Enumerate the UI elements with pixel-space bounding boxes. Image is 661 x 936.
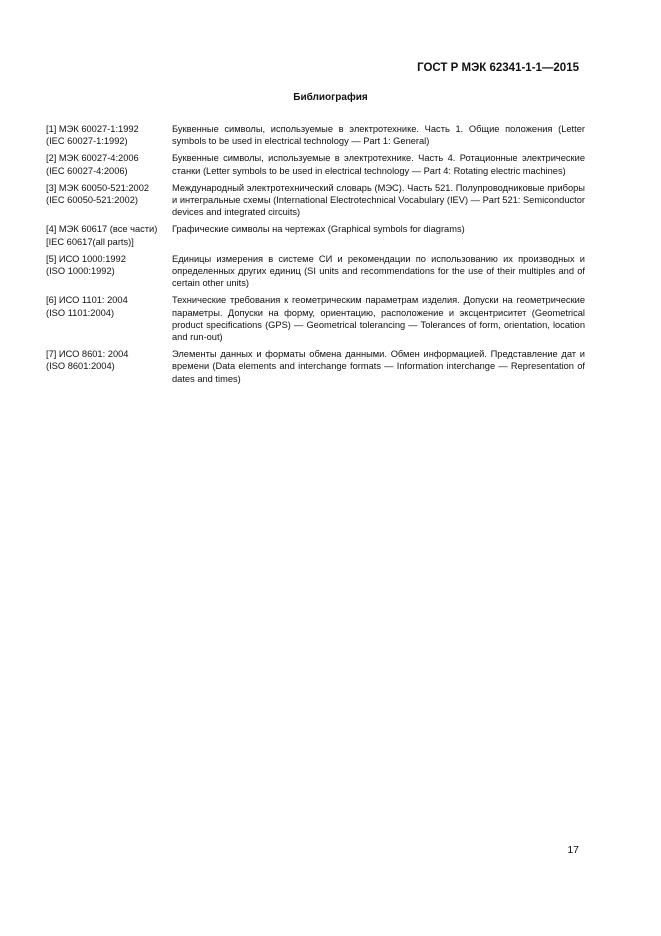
reference-line: [2] МЭК 60027-4:2006 xyxy=(46,153,139,164)
reference-title: Графические символы на чертежах (Graphical symbols for diagrams) xyxy=(172,224,465,235)
bibliography-entry xyxy=(46,294,585,343)
reference-line: [7] ИСО 8601: 2004 xyxy=(46,349,129,360)
bibliography-entry xyxy=(46,253,585,290)
document-code: ГОСТ Р МЭК 62341-1-1—2015 xyxy=(417,62,579,74)
bibliography-entry xyxy=(46,123,585,147)
bibliography-title: Библиография xyxy=(293,92,368,103)
reference-designation xyxy=(46,223,172,247)
reference-title: Буквенные символы, используемые в электротехнике. Часть 4. Ротационные электрические станки (Letter symbols to be used in electrical technology — Part 4: Rotating electric machines) xyxy=(172,153,585,176)
bibliography-entry xyxy=(46,152,585,176)
reference-line: [6] ИСО 1101: 2004 xyxy=(46,295,128,306)
reference-line: (ISO 8601:2004) xyxy=(46,361,115,372)
reference-title: Буквенные символы, используемые в электротехнике. Часть 1. Общие положения (Letter symbols to be used in electrical technology — Part 1: General) xyxy=(172,124,585,147)
reference-line: [IEC 60617(all parts)] xyxy=(46,236,134,247)
reference-title: Единицы измерения в системе СИ и рекомендации по использованию их производных и определенных других единиц (SI units and recommendations for the use of their multiples and of certain other units) xyxy=(172,253,585,289)
reference-line: (IEC 60027-1:1992) xyxy=(46,136,128,147)
reference-line: [4] МЭК 60617 (все части) xyxy=(46,224,158,235)
reference-line: (IEC 60050-521:2002) xyxy=(46,195,138,206)
reference-title: Технические требования к геометрическим параметрам изделия. Допуски на геометрические параметры. Допуски на форму, ориентацию, расположение и эксцентриситет (Geometrical product specifications (GPS) — Geometrical tolerancing — Tolerances of form, orientation, location and run-out) xyxy=(172,295,585,343)
reference-line: (ISO 1000:1992) xyxy=(46,266,115,277)
reference-title: Международный электротехнический словарь (МЭС). Часть 521. Полупроводниковые приборы и интегральные схемы (International Electrotechnical Vocabulary (IEV) — Part 521: Semiconductor devices and integrated circuits) xyxy=(172,182,585,218)
reference-designation xyxy=(46,294,172,343)
reference-designation xyxy=(46,253,172,290)
reference-designation xyxy=(46,152,172,176)
bibliography-entry xyxy=(46,223,585,247)
bibliography-list xyxy=(46,123,585,390)
reference-designation xyxy=(46,123,172,147)
reference-line: [5] ИСО 1000:1992 xyxy=(46,253,126,264)
reference-designation xyxy=(46,182,172,219)
reference-designation xyxy=(46,348,172,385)
reference-title: Элементы данных и форматы обмена данными. Обмен информацией. Представление дат и времени (Data elements and interchange formats — Information interchange — Representation of dates and times) xyxy=(172,349,585,384)
page-number: 17 xyxy=(567,844,579,856)
reference-line: [1] МЭК 60027-1:1992 xyxy=(46,124,139,134)
bibliography-entry xyxy=(46,182,585,219)
reference-line: (IEC 60027-4:2006) xyxy=(46,165,128,176)
reference-line: [3] МЭК 60050-521:2002 xyxy=(46,182,150,193)
reference-line: (ISO 1101:2004) xyxy=(46,307,115,318)
bibliography-entry xyxy=(46,348,585,385)
